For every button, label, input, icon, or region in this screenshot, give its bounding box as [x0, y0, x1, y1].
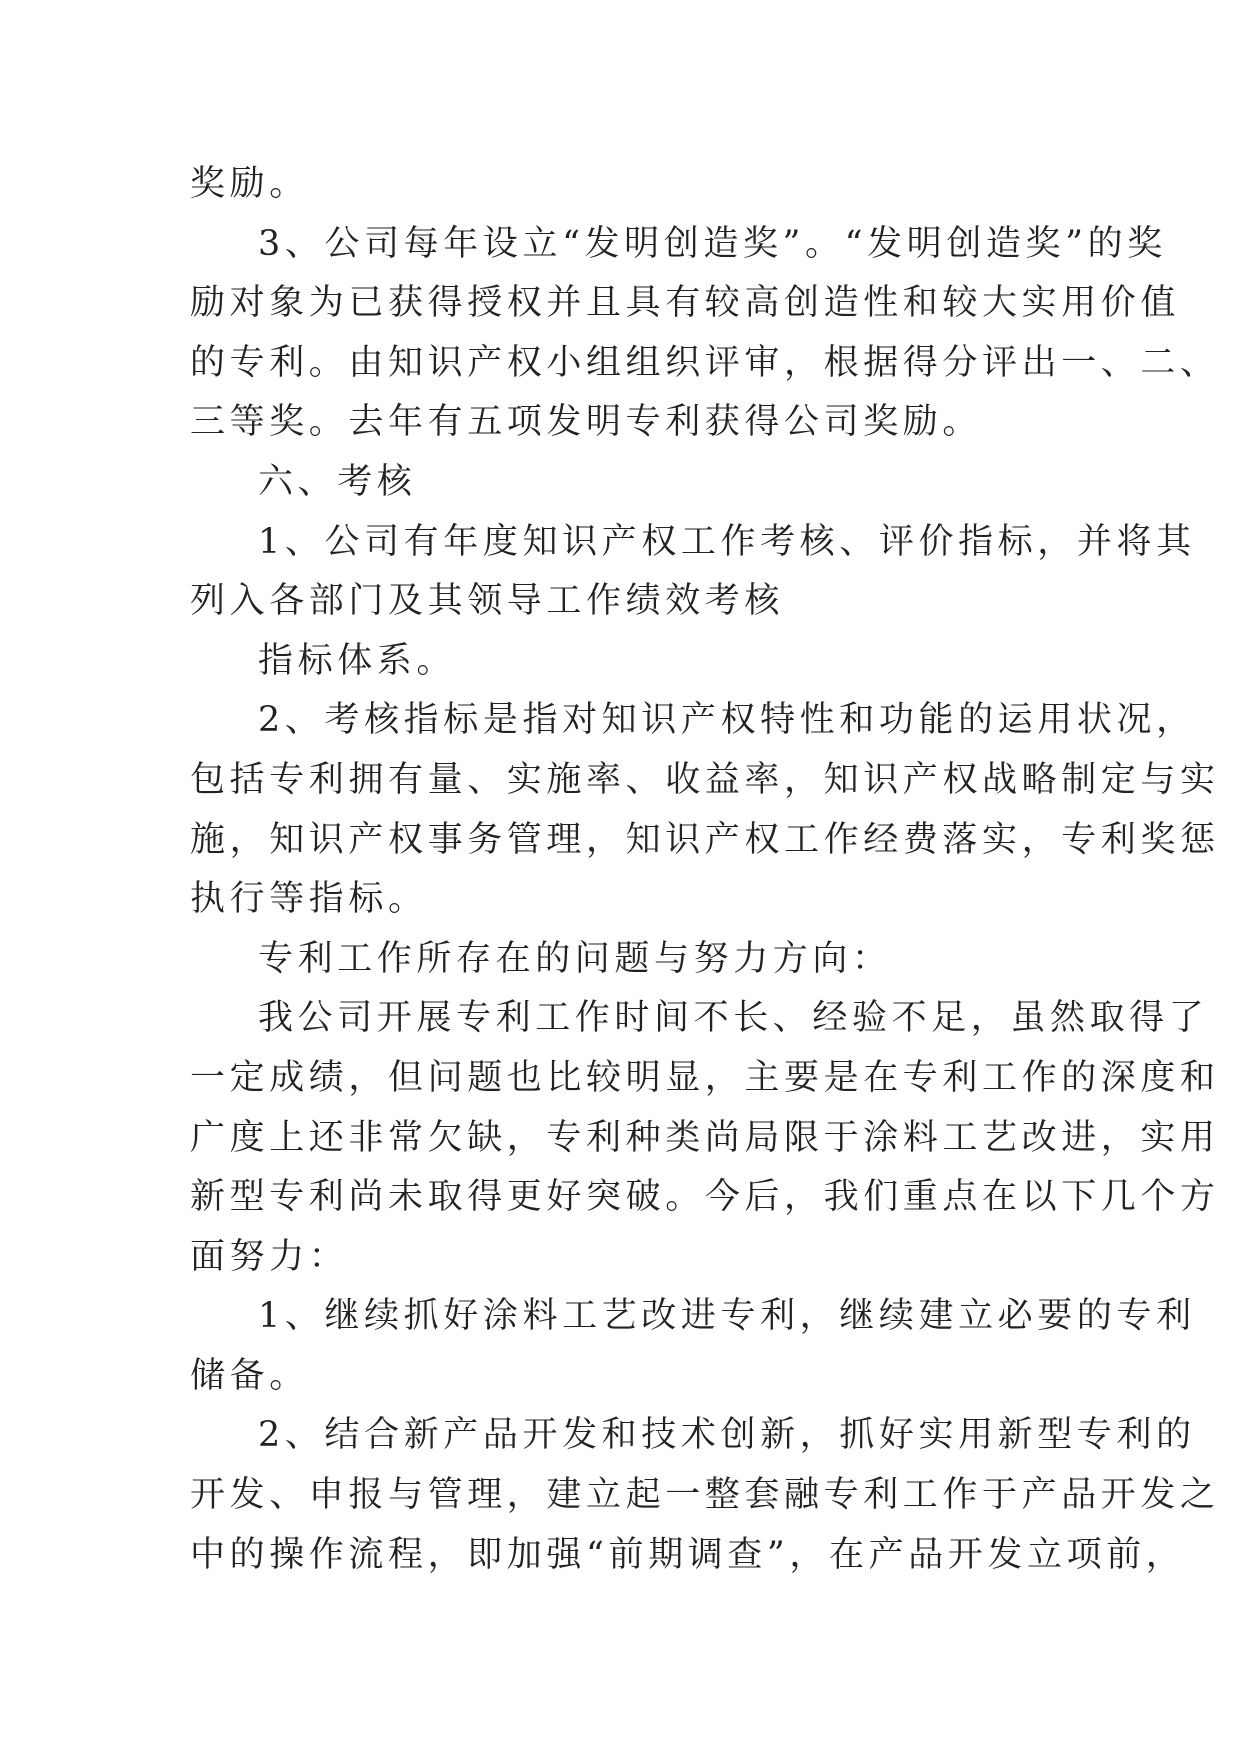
text-line: 广度上还非常欠缺，专利种类尚局限于涂料工艺改进，实用: [190, 1117, 1220, 1158]
text-line: 六、考核: [258, 461, 417, 502]
text-line: 3、公司每年设立“发明创造奖”。“发明创造奖”的奖: [258, 223, 1167, 264]
text-line: 列入各部门及其领导工作绩效考核: [190, 581, 785, 622]
text-line: 执行等指标。: [190, 879, 428, 920]
text-line: 1、继续抓好涂料工艺改进专利，继续建立必要的专利: [258, 1296, 1196, 1337]
text-line: 中的操作流程，即加强“前期调查”，在产品开发立项前，: [190, 1534, 1186, 1575]
text-line: 1、公司有年度知识产权工作考核、评价指标，并将其: [258, 521, 1196, 562]
text-line: 我公司开展专利工作时间不长、经验不足，虽然取得了: [258, 998, 1209, 1039]
text-line: 一定成绩，但问题也比较明显，主要是在专利工作的深度和: [190, 1057, 1220, 1098]
text-line: 施，知识产权事务管理，知识产权工作经费落实，专利奖惩: [190, 819, 1220, 860]
text-line: 开发、申报与管理，建立起一整套融专利工作于产品开发之: [190, 1475, 1220, 1516]
text-line: 储备。: [190, 1355, 309, 1396]
text-line: 励对象为已获得授权并且具有较高创造性和较大实用价值: [190, 283, 1181, 324]
text-line: 面努力：: [190, 1236, 349, 1277]
text-line: 奖励。: [190, 164, 309, 204]
text-line: 专利工作所存在的问题与努力方向：: [258, 938, 892, 979]
text-line: 2、考核指标是指对知识产权特性和功能的运用状况，: [258, 700, 1196, 741]
text-line: 指标体系。: [258, 640, 457, 681]
body-text: [190, 155, 1220, 1585]
text-line: 新型专利尚未取得更好突破。今后，我们重点在以下几个方: [190, 1177, 1220, 1218]
text-line: 包括专利拥有量、实施率、收益率，知识产权战略制定与实: [190, 759, 1220, 800]
text-line: 2、结合新产品开发和技术创新，抓好实用新型专利的: [258, 1415, 1196, 1456]
text-line: 的专利。由知识产权小组组织评审，根据得分评出一、二、: [190, 342, 1220, 383]
text-line: 三等奖。去年有五项发明专利获得公司奖励。: [190, 402, 983, 443]
